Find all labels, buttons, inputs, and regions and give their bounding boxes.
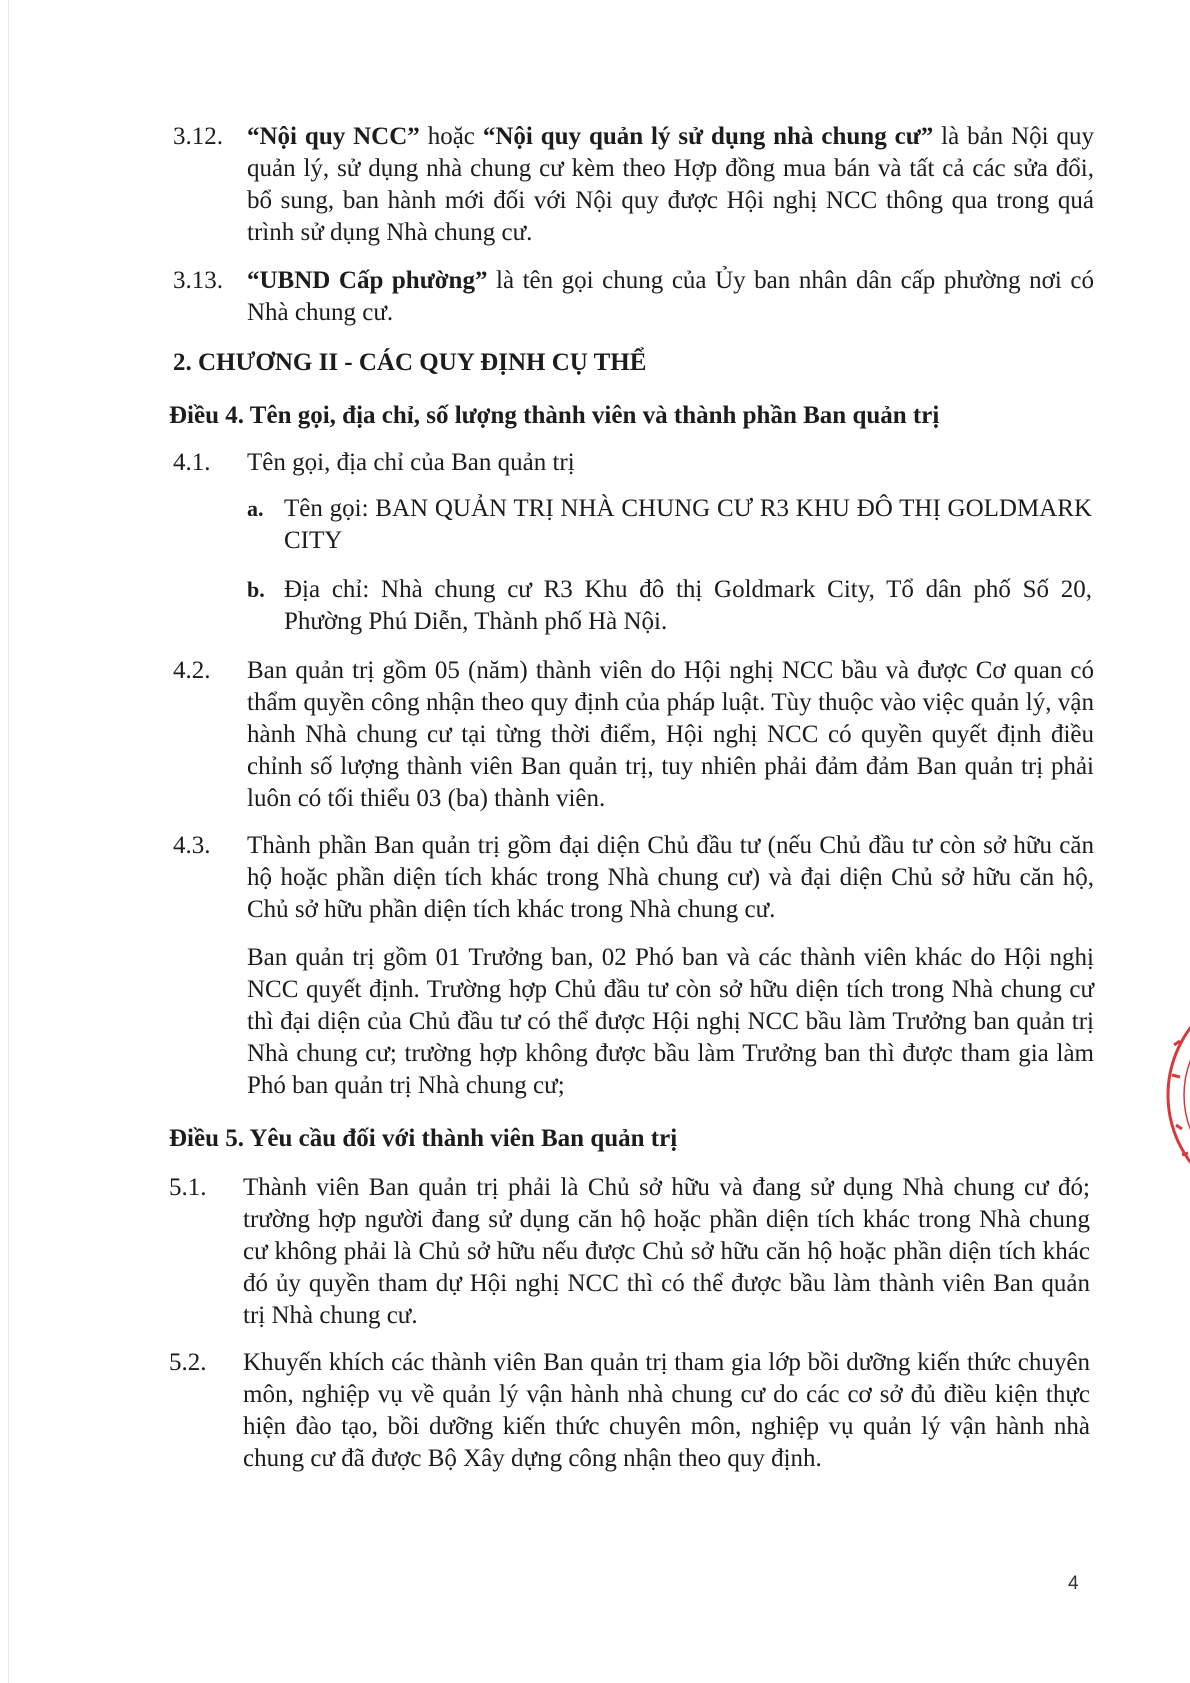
section-number: 4.3. xyxy=(173,832,211,859)
section-text: Tên gọi, địa chỉ của Ban quản trị xyxy=(247,449,575,476)
section-number: 3.12. xyxy=(173,123,223,150)
section-3-13 xyxy=(173,265,1094,329)
definition-text: là bản Nội quy quản lý, sử dụng nhà chung cư kèm theo Hợp đồng mua bán và tất cả các sửa đổi, bổ sung, ban hành mới đối với Nội quy được Hội nghị NCC thông qua trong quá trình sử dụng Nhà chung cư. xyxy=(247,123,1094,246)
scan-edge xyxy=(8,0,9,1683)
article-5-heading: Điều 5. Yêu cầu đối với thành viên Ban quản trị xyxy=(169,1125,678,1152)
section-3-12 xyxy=(173,121,1094,249)
term-ubnd-cap-phuong: “UBND Cấp phường” xyxy=(247,267,488,294)
connector-text: hoặc xyxy=(419,123,483,150)
list-label-b: b. xyxy=(247,577,265,602)
section-5-1 xyxy=(169,1172,1090,1332)
section-4-3 xyxy=(173,830,1094,1102)
section-number: 5.2. xyxy=(169,1349,207,1376)
section-text xyxy=(247,121,1094,249)
section-number: 4.1. xyxy=(173,449,211,476)
list-label-a: a. xyxy=(247,496,264,521)
section-number: 5.1. xyxy=(169,1174,207,1201)
red-stamp-seal xyxy=(1160,975,1190,1215)
section-4-2 xyxy=(173,655,1094,815)
section-5-2 xyxy=(169,1347,1090,1475)
chapter-heading: 2. CHƯƠNG II - CÁC QUY ĐỊNH CỤ THỂ xyxy=(173,349,647,376)
section-number: 3.13. xyxy=(173,267,223,294)
term-noi-quy-quan-ly: “Nội quy quản lý sử dụng nhà chung cư” xyxy=(482,123,934,150)
section-text: Thành viên Ban quản trị phải là Chủ sở hữu và đang sử dụng Nhà chung cư đó; trường hợp người đang sử dụng căn hộ hoặc phần diện tích khác trong Nhà chung cư không phải là Chủ sở hữu nếu được Chủ sở hữu căn hộ hoặc phần diện tích khác đó ủy quyền tham dự Hội nghị NCC thì có thể được bầu làm thành viên Ban quản trị Nhà chung cư. xyxy=(243,1174,1090,1329)
list-text-b: Địa chỉ: Nhà chung cư R3 Khu đô thị Goldmark City, Tổ dân phố Số 20, Phường Phú Diễn, Thành phố Hà Nội. xyxy=(284,576,1092,635)
section-text xyxy=(247,265,1094,329)
article-4-heading: Điều 4. Tên gọi, địa chỉ, số lượng thành viên và thành phần Ban quản trị xyxy=(169,402,940,429)
section-4-1 xyxy=(173,447,1094,479)
list-item-b xyxy=(247,574,1092,638)
page-number: 4 xyxy=(1068,1573,1079,1594)
section-number: 4.2. xyxy=(173,657,211,684)
section-text-continued: Ban quản trị gồm 01 Trưởng ban, 02 Phó ban và các thành viên khác do Hội nghị NCC quyết định. Trường hợp Chủ đầu tư còn sở hữu diện tích trong Nhà chung cư thì đại diện của Chủ đầu tư có thể được Hội nghị NCC bầu làm Trưởng ban quản trị Nhà chung cư; trường hợp không được bầu làm Trưởng ban thì được tham gia làm Phó ban quản trị Nhà chung cư; xyxy=(247,944,1094,1099)
definition-text: là tên gọi chung của Ủy ban nhân dân cấp phường nơi có Nhà chung cư. xyxy=(247,267,1094,326)
section-text: Khuyến khích các thành viên Ban quản trị tham gia lớp bồi dưỡng kiến thức chuyên môn, nghiệp vụ về quản lý vận hành nhà chung cư do các cơ sở đủ điều kiện thực hiện đào tạo, bồi dưỡng kiến thức chuyên môn, nghiệp vụ quản lý vận hành nhà chung cư đã được Bộ Xây dựng công nhận theo quy định. xyxy=(243,1349,1090,1472)
section-text: Ban quản trị gồm 05 (năm) thành viên do Hội nghị NCC bầu và được Cơ quan có thẩm quyền công nhận theo quy định của pháp luật. Tùy thuộc vào việc quản lý, vận hành Nhà chung cư tại từng thời điểm, Hội nghị NCC có quyền quyết định điều chỉnh số lượng thành viên Ban quản trị, tuy nhiên phải đảm đảm Ban quản trị phải luôn có tối thiểu 03 (ba) thành viên. xyxy=(247,657,1094,812)
list-text-a: Tên gọi: BAN QUẢN TRỊ NHÀ CHUNG CƯ R3 KHU ĐÔ THỊ GOLDMARK CITY xyxy=(284,495,1092,554)
term-noi-quy-ncc: “Nội quy NCC” xyxy=(247,123,420,150)
section-text: Thành phần Ban quản trị gồm đại diện Chủ đầu tư (nếu Chủ đầu tư còn sở hữu căn hộ hoặc phần diện tích khác trong Nhà chung cư) và đại diện Chủ sở hữu căn hộ, Chủ sở hữu phần diện tích khác trong Nhà chung cư. xyxy=(247,832,1094,923)
list-item-a xyxy=(247,493,1092,557)
